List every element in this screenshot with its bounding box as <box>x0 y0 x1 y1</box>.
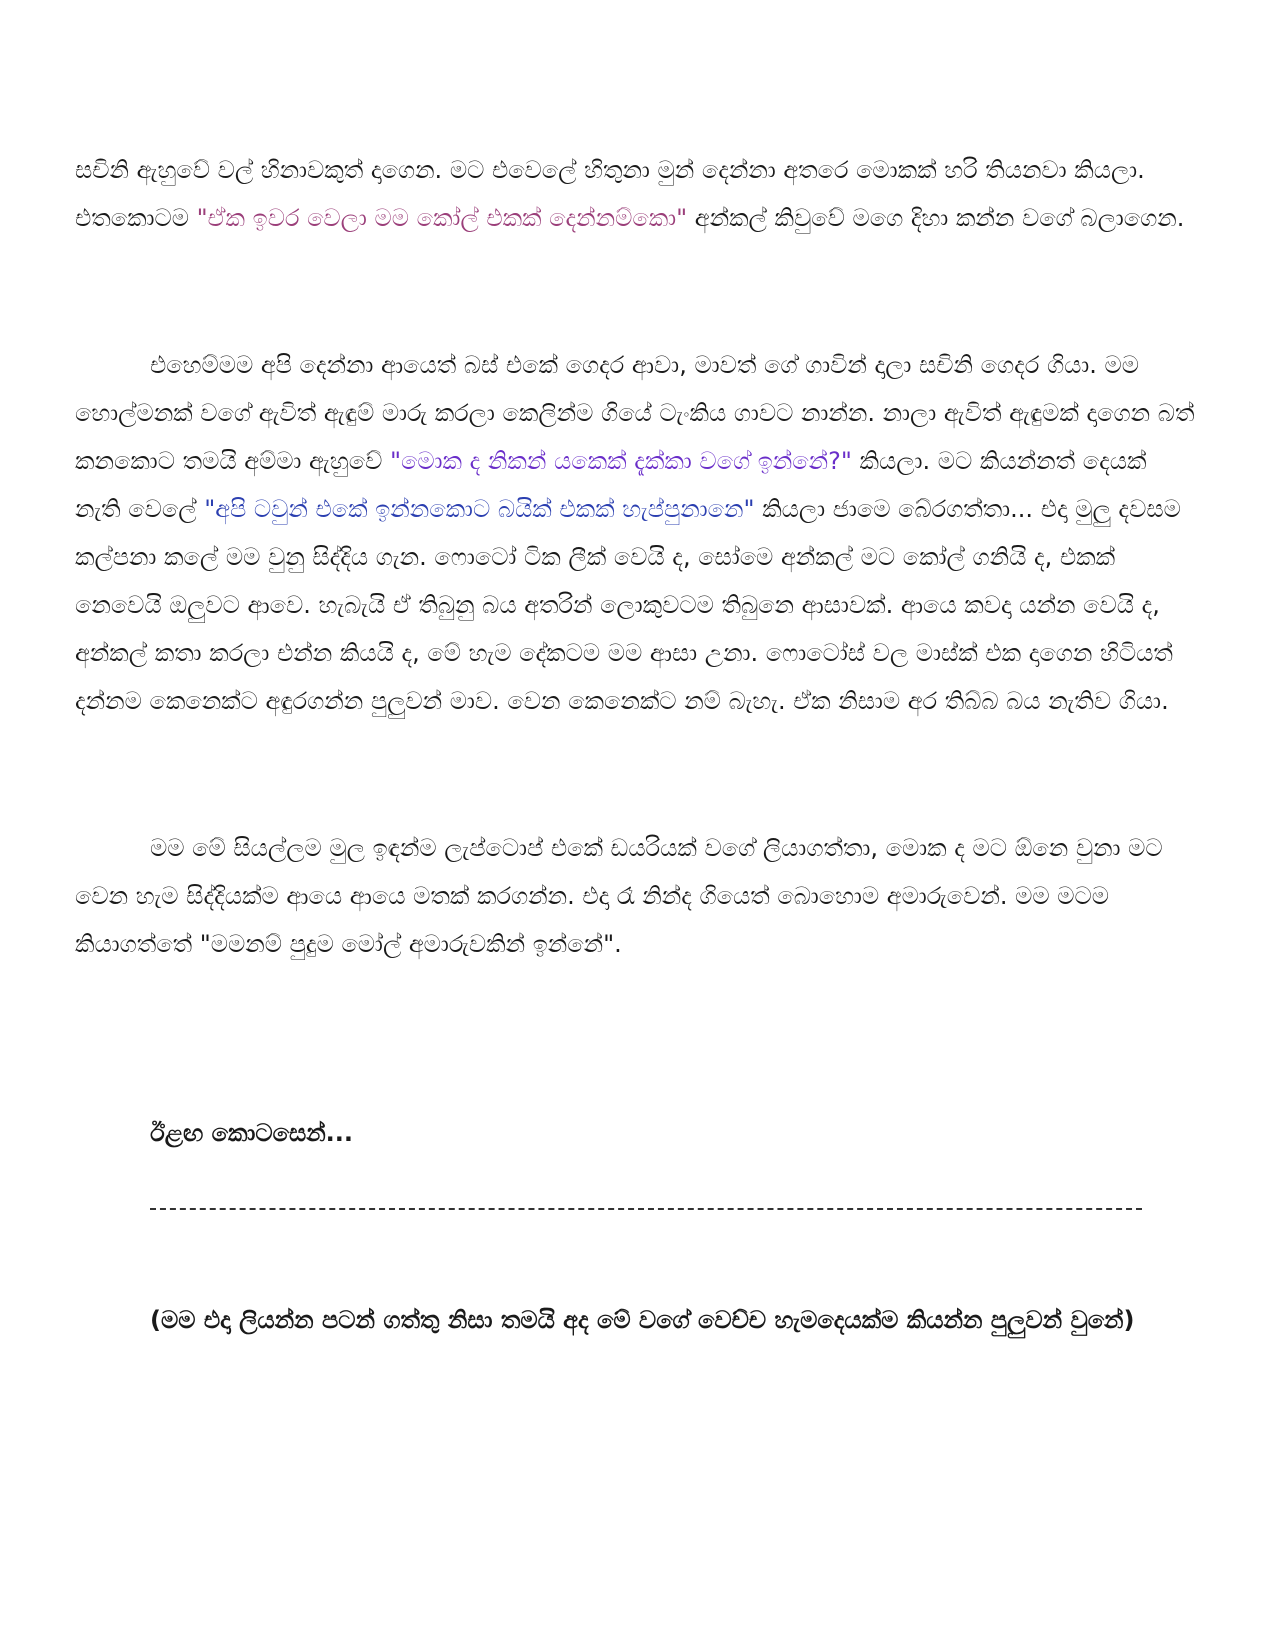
paragraph-3: මම මේ සියල්ලම මුල ඉඳන්ම ලැප්ටොප් එකේ ඩයරියක් වගේ ලියාගත්තා, මොක ද මට ඕනෙ වුනා මට වෙන හැම සිද්දියක්ම ආයෙ ආයෙ මතක් කරගන්න. එදා රෑ නින්ද ගියෙත් බොහොම අමාරුවෙන්. මම මටම කියාගත්තේ "මමනම් පුදුම මෝල් අමාරුවකින් ඉන්නේ". <box>75 834 1163 958</box>
paragraph-2-text-a: එහෙම්මම අපි දෙන්නා ආයෙත් බස් එකේ ගෙදර ආවා, මාවත් ගේ ගාවින් දාලා සචිනි ගෙදර ගියා. මම හොල්මනක් වගේ ඇවිත් ඇඳුම් මාරු කරලා කෙලින්ම ගියේ ටැංකිය ගාවට නාන්න. නාලා ඇවිත් ඇඳුමක් දාගෙන බත් කනකොට තමයි අම්මා ඇහුවේ <box>75 351 1195 475</box>
paragraph-1-text-a: සචිනි ඇහුවේ වල් හිනාවකුත් දාගෙන. මට එවෙලේ හිතුනා මුන් දෙන්නා අතරෙ මොකක් හරි තියනවා කියලා. එතකොටම <box>75 156 1145 232</box>
paragraph-1-text-b: අන්කල් කිවුවේ මගෙ දිහා කන්න වගේ බලාගෙන. <box>687 204 1185 232</box>
paragraph-2-text-b: කියලා. මට කියන්නත් දෙයක් නැති වෙලේ <box>75 447 1147 523</box>
uncle-quote: "ඒක ඉවර වෙලා මම කෝල් එකක් දෙන්නම්කො" <box>196 204 688 232</box>
closing-note: (මම එදා ලියන්න පටන් ගත්තු නිසා තමයි අද මේ වගේ වෙච්ච හැමදෙයක්ම කියන්න පුලුවන් වුනේ) <box>150 1306 1135 1334</box>
reply-quote: "අපි ටවුන් එකේ ඉන්නකොට බයික් එකක් හැප්පුනානෙ" <box>204 495 755 523</box>
next-part-heading: ඊළඟ කොටසෙන්... <box>150 1119 354 1147</box>
paragraph-2-text-c: කියලා ජාමෙ බේරගත්තා... එදා මුලු දවසම කල්පනා කලේ මම වුනු සිද්දිය ගැන. ෆොටෝ ටික ලීක් වෙයි ද, සෝමෙ අන්කල් මට කෝල් ගනියි ද, එකක් නෙවෙයි ඔලුවට ආවෙ. හැබැයි ඒ තිබුනු බය අතරින් ලොකුවටම තිබුනෙ ආසාවක්. ආයෙ කවදා යන්න වෙයි ද, අන්කල් කතා කරලා එන්න කියයි ද, මේ හැම දේකටම මම ආසා උනා. ෆොටෝස් වල මාස්ක් එක දාගෙන හිටියත් දන්නම කෙනෙක්ට අඳුරගන්න පුලුවන් මාව. වෙන කෙනෙක්ට නම් බැහැ. ඒක නිසාම අර තිබ්බ බය නැතිව ගියා. <box>75 495 1181 715</box>
paragraph-2 <box>75 341 1195 725</box>
paragraph-1 <box>75 146 1195 242</box>
mother-quote: "මොක ද නිකන් යකෙක් දැක්කා වගේ ඉන්නේ?" <box>390 447 852 475</box>
dashed-divider <box>150 1208 1142 1210</box>
